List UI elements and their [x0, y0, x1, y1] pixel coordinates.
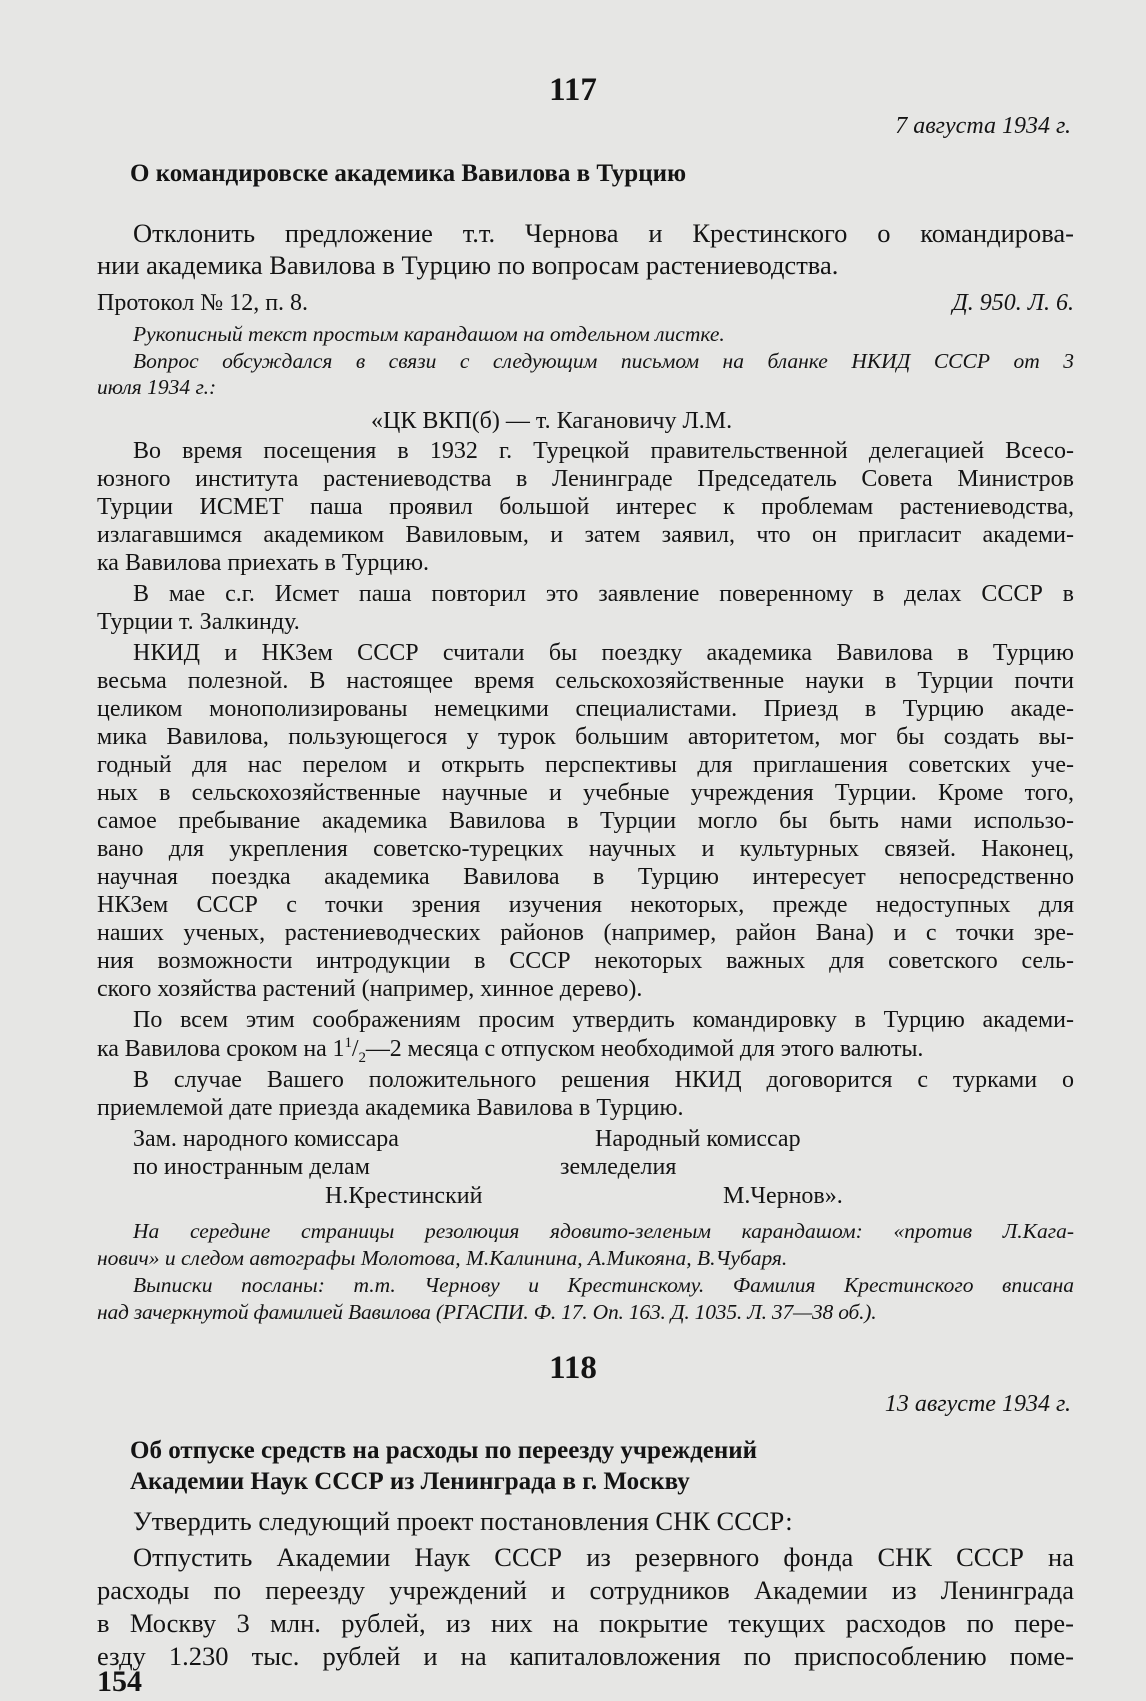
letter-p5-line-1: В случае Вашего положительного решения НКИД договорится с турками о: [133, 1067, 1074, 1093]
document-date-117: 7 августа 1934 г.: [895, 113, 1071, 139]
letter-p4-line-2: [97, 1035, 1074, 1067]
letter-p3-line-1: НКИД и НКЗем СССР считали бы поездку академика Вавилова в Турцию: [133, 640, 1074, 666]
letter-p4-line-2-start: ка Вавилова сроком на 1: [97, 1036, 345, 1062]
letter-p1-line-4: излагавшимся академиком Вавиловым, и затем заявил, что он пригласит академи-: [97, 522, 1074, 548]
editorial-note-3-line-2: нович» и следом автографы Молотова, М.Калинина, А.Микояна, В.Чубаря.: [97, 1246, 788, 1270]
letter-p3-line-11: наших ученых, растениеводческих районов (например, район Вана) и с точки зре-: [97, 920, 1074, 946]
letter-p3-line-7: самое пребывание академика Вавилова в Турции могло бы быть нами использо-: [97, 808, 1074, 834]
letter-p3-line-9: научная поездка академика Вавилова в Турцию интересует непосредственно: [97, 864, 1074, 890]
decree-p1-line-2: расходы по переезду учреждений и сотрудников Академии из Ленинграда: [97, 1575, 1074, 1605]
editorial-note-2-line-1: Вопрос обсуждался в связи с следующим письмом на бланке НКИД СССР от 3: [133, 349, 1074, 373]
letter-p3-line-3: целиком монополизированы немецкими специалистами. Приезд в Турцию акаде-: [97, 696, 1074, 722]
letter-p3-line-8: вано для укрепления советско-турецких научных и культурных связей. Наконец,: [97, 836, 1074, 862]
letter-p2-line-2: Турции т. Залкинду.: [97, 609, 300, 635]
decree-p1-line-1: Отпустить Академии Наук СССР из резервного фонда СНК СССР на: [133, 1542, 1074, 1572]
editorial-note-3-line-1: На середине страницы резолюция ядовито-зеленым карандашом: «против Л.Кага-: [133, 1219, 1074, 1243]
document-number-117: 117: [549, 72, 597, 108]
document-number-118: 118: [549, 1350, 597, 1386]
letter-p1-line-3: Турции ИСМЕТ паша проявил большой интерес к проблемам растениеводства,: [97, 494, 1074, 520]
fraction-denominator: 2: [358, 1049, 366, 1066]
archive-reference: Д. 950. Л. 6.: [952, 290, 1074, 316]
editorial-note-1: Рукописный текст простым карандашом на отдельном листке.: [133, 322, 725, 346]
letter-p4-line-2-end: —2 месяца с отпуском необходимой для этого валюты.: [365, 1036, 924, 1062]
signature-left-line-1: Зам. народного комиссара: [133, 1126, 399, 1152]
letter-p5-line-2: приемлемой дате приезда академика Вавилова в Турцию.: [97, 1095, 684, 1121]
editorial-note-2-line-2: июля 1934 г.:: [97, 375, 217, 399]
letter-p1-line-1: Во время посещения в 1932 г. Турецкой правительственной делегацией Всесо-: [133, 438, 1074, 464]
letter-p4-line-1: По всем этим соображениям просим утвердить командировку в Турцию академи-: [133, 1007, 1074, 1033]
decision-line-2: нии академика Вавилова в Турцию по вопросам растениеводства.: [97, 250, 839, 280]
letter-p3-line-13: ского хозяйства растений (например, хинное дерево).: [97, 976, 643, 1002]
signature-left-line-2: по иностранным делам: [133, 1154, 370, 1180]
letter-p3-line-5: годный для нас перелом и открыть перспективы для приглашения советских уче-: [97, 752, 1074, 778]
letter-addressee: «ЦК ВКП(б) — т. Кагановичу Л.М.: [371, 408, 733, 434]
signature-right-line-1: Народный комиссар: [595, 1126, 801, 1152]
document-title-117: О командировске академика Вавилова в Турцию: [130, 160, 687, 187]
letter-p1-line-2: юзного института растениеводства в Ленинграде Председатель Совета Министров: [97, 466, 1074, 492]
signature-left-line-3: Н.Крестинский: [325, 1183, 483, 1209]
letter-p3-line-4: мика Вавилова, пользующегося у турок большим авторитетом, мог бы создать вы-: [97, 724, 1074, 750]
signature-right-line-2: земледелия: [560, 1154, 677, 1180]
protocol-row: [97, 290, 1074, 317]
decree-p1-line-4: езду 1.230 тыс. рублей и на капиталовложения по приспособлению поме-: [97, 1641, 1074, 1671]
letter-p2-line-1: В мае с.г. Исмет паша повторил это заявление поверенному в делах СССР в: [133, 581, 1074, 607]
decision-line-1: Отклонить предложение т.т. Чернова и Крестинского о командирова-: [133, 218, 1074, 248]
letter-p3-line-12: ния возможности интродукции в СССР некоторых важных для советского сель-: [97, 948, 1074, 974]
fraction-numerator: 1: [344, 1035, 352, 1051]
letter-p3-line-2: весьма полезной. В настоящее время сельскохозяйственные науки в Турции почти: [97, 668, 1074, 694]
page-number: 154: [97, 1665, 142, 1698]
fraction-slash: /: [351, 1036, 359, 1062]
signature-right-line-3: М.Чернов».: [723, 1183, 843, 1209]
document-date-118: 13 августе 1934 г.: [884, 1391, 1071, 1417]
protocol-reference: Протокол № 12, п. 8.: [97, 290, 309, 316]
document-title-118-line-1: Об отпуске средств на расходы по переезду учреждений: [130, 1437, 758, 1464]
letter-p3-line-10: НКЗем СССР с точки зрения изучения некоторых, прежде недоступных для: [97, 892, 1074, 918]
editorial-note-4-line-1: Выписки посланы: т.т. Чернову и Крестинскому. Фамилия Крестинского вписана: [133, 1273, 1074, 1297]
decree-intro: Утвердить следующий проект постановления СНК СССР:: [133, 1506, 793, 1536]
document-title-118-line-2: Академии Наук СССР из Ленинграда в г. Москву: [130, 1468, 690, 1495]
letter-p1-line-5: ка Вавилова приехать в Турцию.: [97, 550, 430, 576]
editorial-note-4-line-2: над зачеркнутой фамилией Вавилова (РГАСПИ. Ф. 17. Оп. 163. Д. 1035. Л. 37—38 об.).: [97, 1300, 877, 1324]
decree-p1-line-3: в Москву 3 млн. рублей, из них на покрытие текущих расходов по пере-: [97, 1608, 1074, 1638]
letter-p3-line-6: ных в сельскохозяйственные научные и учебные учреждения Турции. Кроме того,: [97, 780, 1074, 806]
